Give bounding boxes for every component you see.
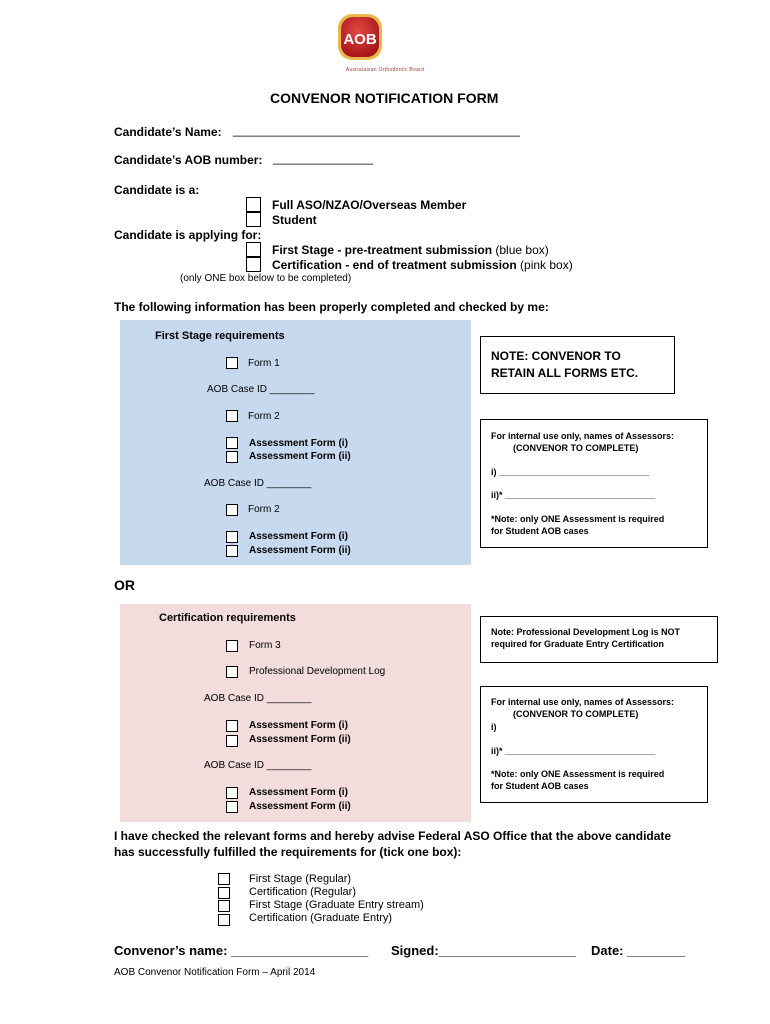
- applying-note: (only ONE box below to be completed): [180, 273, 352, 284]
- checkbox-tick-certification-graduate[interactable]: [218, 914, 230, 926]
- tick-certification-graduate: Certification (Graduate Entry): [249, 912, 393, 924]
- note-retain-line2: RETAIN ALL FORMS ETC.: [491, 366, 639, 380]
- checkbox-form3[interactable]: [226, 640, 238, 652]
- label-pdl: Professional Development Log: [249, 666, 386, 677]
- internal1-line1: For internal use only, names of Assessors:: [491, 431, 675, 441]
- candidate-is-label: Candidate is a:: [114, 183, 200, 197]
- declaration-line1: I have checked the relevant forms and hereby advise Federal ASO Office that the above candidate: [114, 829, 672, 843]
- candidate-name-field[interactable]: ___________________________________________: [233, 123, 520, 137]
- internal1-note1: *Note: only ONE Assessment is required: [491, 514, 665, 524]
- logo-subtitle: Australasian Orthodontic Board: [345, 67, 425, 73]
- label-cert-assess-1: Assessment Form (i): [249, 720, 348, 731]
- checkbox-tick-first-stage-regular[interactable]: [218, 873, 230, 885]
- label-fs-assess-3: Assessment Form (i): [249, 531, 348, 542]
- candidate-aob-label: Candidate’s AOB number:: [114, 153, 263, 167]
- checkbox-cert-assess-3[interactable]: [226, 787, 238, 799]
- internal1-note2: for Student AOB cases: [491, 526, 589, 536]
- internal2-line2: (CONVENOR TO COMPLETE): [513, 709, 639, 719]
- note-retain-box: [480, 336, 675, 394]
- checkbox-form1[interactable]: [226, 357, 238, 369]
- option-first-stage-bold: First Stage - pre-treatment submission: [272, 243, 493, 257]
- svg-text:AOB: AOB: [343, 31, 377, 48]
- checkbox-fs-assess-2[interactable]: [226, 451, 238, 463]
- checkbox-pdl[interactable]: [226, 666, 238, 678]
- internal2-assessor-i[interactable]: i): [491, 722, 497, 732]
- internal2-line1: For internal use only, names of Assessors:: [491, 697, 675, 707]
- option-full-member: Full ASO/NZAO/Overseas Member: [272, 198, 467, 212]
- candidate-name-label: Candidate’s Name:: [114, 125, 222, 139]
- footer-text: AOB Convenor Notification Form – April 2014: [114, 967, 316, 978]
- first-stage-case-id-1[interactable]: AOB Case ID ________: [207, 384, 315, 395]
- label-form3: Form 3: [249, 640, 281, 651]
- internal1-line2: (CONVENOR TO COMPLETE): [513, 443, 639, 453]
- checkbox-fs-assess-1[interactable]: [226, 437, 238, 449]
- checkbox-certification[interactable]: [246, 257, 261, 272]
- option-certification-normal: (pink box): [516, 258, 573, 272]
- checkbox-first-stage[interactable]: [246, 242, 261, 257]
- aob-logo: [335, 12, 435, 76]
- checkbox-tick-first-stage-graduate[interactable]: [218, 900, 230, 912]
- tick-first-stage-graduate: First Stage (Graduate Entry stream): [249, 899, 424, 911]
- label-fs-assess-2: Assessment Form (ii): [249, 451, 351, 462]
- checkbox-student[interactable]: [246, 212, 261, 227]
- checkbox-fs-assess-4[interactable]: [226, 545, 238, 557]
- intro-text: The following information has been properly completed and checked by me:: [114, 300, 549, 314]
- pdl-note-line2: required for Graduate Entry Certification: [491, 639, 665, 649]
- checkbox-cert-assess-2[interactable]: [226, 735, 238, 747]
- option-first-stage-normal: (blue box): [492, 243, 549, 257]
- date-field[interactable]: Date: ________: [591, 943, 685, 958]
- checkbox-cert-assess-4[interactable]: [226, 801, 238, 813]
- convenor-name-field[interactable]: Convenor’s name: ___________________: [114, 943, 369, 958]
- signed-field[interactable]: Signed:___________________: [391, 943, 577, 958]
- internal2-assessor-ii[interactable]: ii)* ______________________________: [491, 746, 656, 756]
- applying-for-label: Candidate is applying for:: [114, 228, 262, 242]
- page-title: CONVENOR NOTIFICATION FORM: [270, 90, 499, 106]
- option-certification-bold: Certification - end of treatment submission: [272, 258, 517, 272]
- first-stage-heading: First Stage requirements: [155, 330, 285, 342]
- label-form2b: Form 2: [248, 504, 280, 515]
- internal1-assessor-ii[interactable]: ii)* ______________________________: [491, 490, 656, 500]
- option-first-stage: [272, 243, 549, 257]
- checkbox-form2a[interactable]: [226, 410, 238, 422]
- label-form2a: Form 2: [248, 411, 280, 422]
- or-label: OR: [114, 577, 135, 593]
- label-form1: Form 1: [248, 358, 280, 369]
- pdl-note-line1: Note: Professional Development Log is NOT: [491, 627, 681, 637]
- checkbox-fs-assess-3[interactable]: [226, 531, 238, 543]
- option-certification: [272, 258, 573, 272]
- checkbox-tick-certification-regular[interactable]: [218, 887, 230, 899]
- label-cert-assess-4: Assessment Form (ii): [249, 801, 351, 812]
- tick-certification-regular: Certification (Regular): [249, 886, 356, 898]
- certification-heading: Certification requirements: [159, 612, 296, 624]
- option-student: Student: [272, 213, 317, 227]
- first-stage-case-id-2[interactable]: AOB Case ID ________: [204, 478, 312, 489]
- declaration-line2: has successfully fulfilled the requirements for (tick one box):: [114, 845, 462, 859]
- candidate-aob-field[interactable]: _______________: [273, 151, 374, 165]
- label-fs-assess-4: Assessment Form (ii): [249, 545, 351, 556]
- label-cert-assess-2: Assessment Form (ii): [249, 734, 351, 745]
- internal2-note1: *Note: only ONE Assessment is required: [491, 769, 665, 779]
- internal2-note2: for Student AOB cases: [491, 781, 589, 791]
- label-fs-assess-1: Assessment Form (i): [249, 438, 348, 449]
- label-cert-assess-3: Assessment Form (i): [249, 787, 348, 798]
- internal1-assessor-i[interactable]: i) ______________________________: [491, 467, 650, 477]
- checkbox-form2b[interactable]: [226, 504, 238, 516]
- checkbox-cert-assess-1[interactable]: [226, 720, 238, 732]
- note-retain-line1: NOTE: CONVENOR TO: [491, 349, 621, 363]
- cert-case-id-1[interactable]: AOB Case ID ________: [204, 693, 312, 704]
- checkbox-full-member[interactable]: [246, 197, 261, 212]
- tick-first-stage-regular: First Stage (Regular): [249, 873, 352, 885]
- cert-case-id-2[interactable]: AOB Case ID ________: [204, 760, 312, 771]
